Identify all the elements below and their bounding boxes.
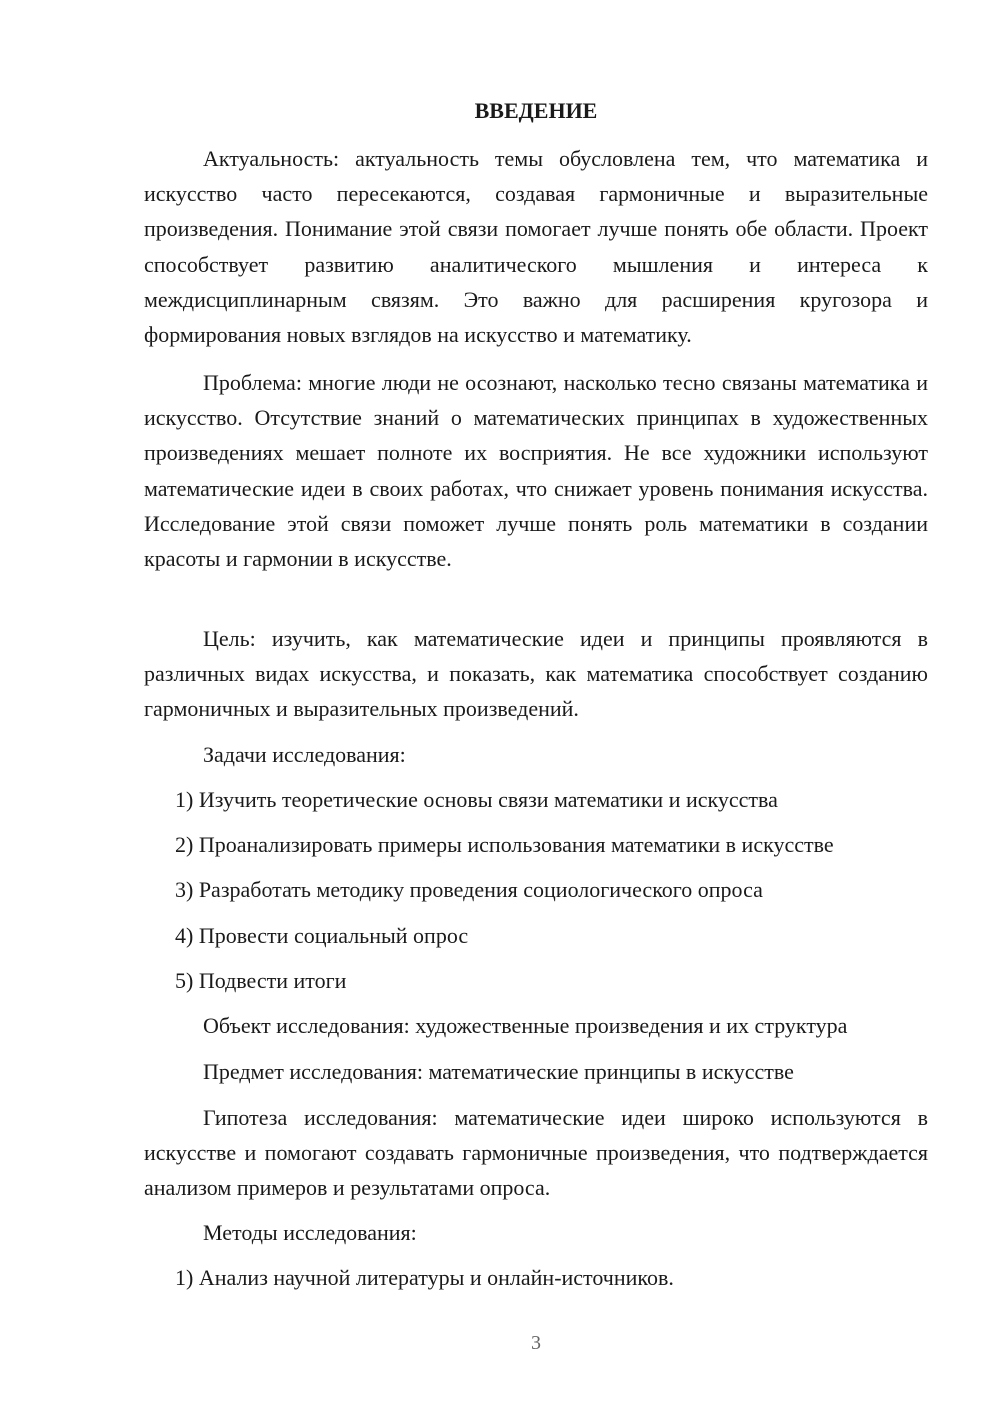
research-object: Объект исследования: художественные произведения и их структура: [203, 1013, 848, 1038]
task-item: 1) Изучить теоретические основы связи математики и искусства: [175, 787, 778, 812]
problem-paragraph: Проблема: многие люди не осознают, насколько тесно связаны математика и искусство. Отсутствие знаний о математических принципах в художественных произведениях мешает полноте их восприятия. Не все художники используют математические идеи в своих работах, что снижает уровень понимания искусства. Исследование этой связи поможет лучше понять роль математики в создании красоты и гармонии в искусстве.: [144, 370, 928, 572]
page-number: 3: [531, 1332, 541, 1354]
methods-heading: Методы исследования:: [203, 1220, 417, 1245]
tasks-heading: Задачи исследования:: [203, 742, 406, 767]
task-item: 4) Провести социальный опрос: [175, 923, 469, 948]
goal-paragraph: Цель: изучить, как математические идеи и принципы проявляются в различных видах искусства, и показать, как математика способствует созданию гармоничных и выразительных произведений.: [144, 626, 928, 722]
page-title: ВВЕДЕНИЕ: [474, 98, 598, 123]
relevance-paragraph: Актуальность: актуальность темы обусловлена тем, что математика и искусство часто пересекаются, создавая гармоничные и выразительные произведения. Понимание этой связи помогает лучше понять обе области. Проект способствует развитию аналитического мышления и интереса к междисциплинарным связям. Это важно для расширения кругозора и формирования новых взглядов на искусство и математику.: [144, 146, 928, 348]
hypothesis-paragraph: Гипотеза исследования: математические идеи широко используются в искусстве и помогают создавать гармоничные произведения, что подтверждается анализом примеров и результатами опроса.: [144, 1105, 928, 1201]
method-item: 1) Анализ научной литературы и онлайн-источников.: [175, 1265, 674, 1290]
task-item: 5) Подвести итоги: [175, 968, 347, 993]
task-item: 2) Проанализировать примеры использования математики в искусстве: [175, 832, 834, 857]
research-subject: Предмет исследования: математические принципы в искусстве: [203, 1059, 794, 1084]
task-item: 3) Разработать методику проведения социологического опроса: [175, 877, 763, 902]
